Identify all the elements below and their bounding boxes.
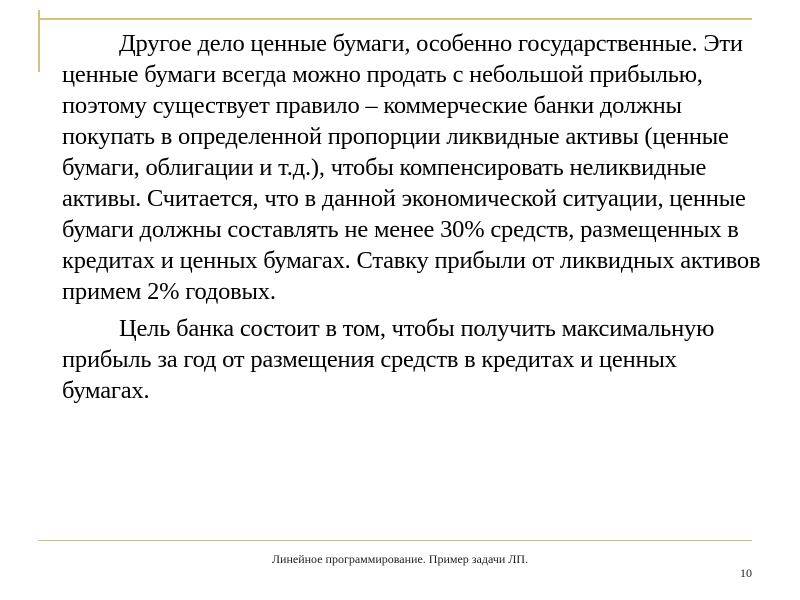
page-number: 10 xyxy=(740,566,752,580)
footer-caption: Линейное программирование. Пример задачи ЛП. xyxy=(271,552,529,566)
paragraph-securities: Другое дело ценные бумаги, особенно государственные. Эти ценные бумаги всегда можно продать с небольшой прибылью, поэтому существует правило – коммерческие банки должны покупать в определенной пропорции ликвидные активы (ценные бумаги, облигации и т.д.), чтобы компенсировать неликвидные активы. Считается, что в данной экономической ситуации, ценные бумаги должны составлять не менее 30% средств, размещенных в кредитах и ценных бумагах. Ставку прибыли от ликвидных активов примем 2% годовых. xyxy=(62,30,761,305)
top-divider xyxy=(38,18,752,20)
slide-body xyxy=(62,28,762,406)
bottom-divider xyxy=(38,540,752,541)
paragraph-bank-goal: Цель банка состоит в том, чтобы получить максимальную прибыль за год от размещения средств в кредитах и ценных бумагах. xyxy=(62,315,715,404)
left-accent-line xyxy=(38,10,40,72)
